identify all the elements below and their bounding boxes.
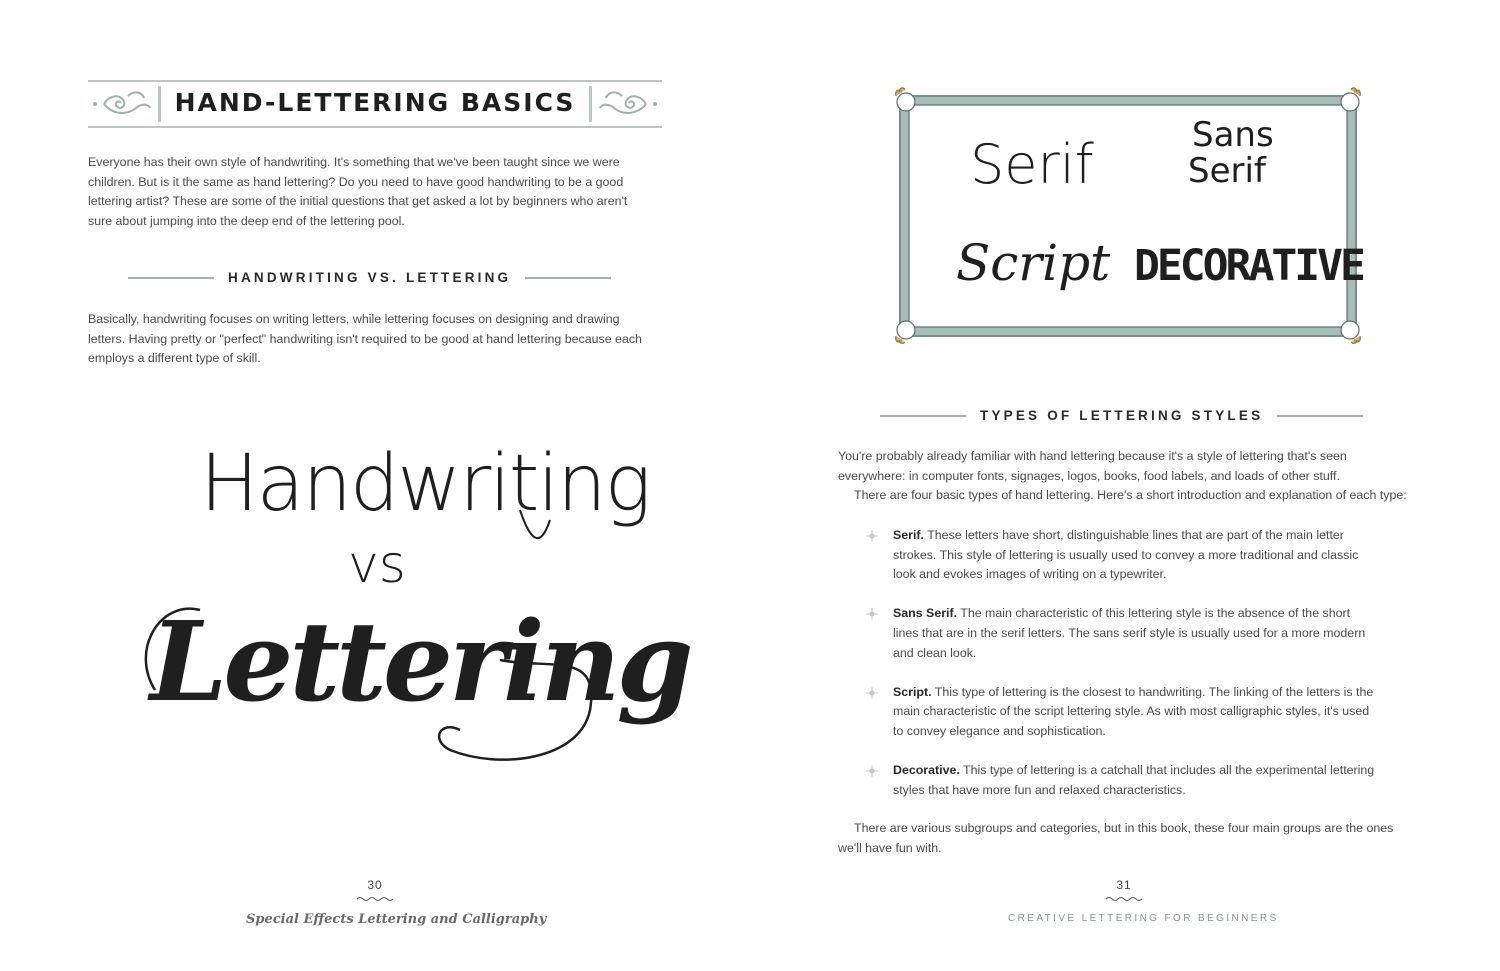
lettering-styles-list	[866, 526, 1386, 820]
types-intro-p1: You're probably already familiar with hand lettering because it's a style of lettering that's seen everywhere: in computer fonts, signages, logos, books, food labels, and loads of other stuff.	[838, 449, 1347, 483]
header-rule-top	[88, 80, 662, 82]
wave-ornament-icon	[1105, 896, 1143, 902]
flourish-ornament-icon	[596, 86, 660, 122]
corner-ornament-icon	[896, 321, 915, 343]
corner-ornament-icon	[1341, 321, 1360, 343]
style-description: This type of lettering is a catchall that includes all the experimental lettering styles that have more fun and relaxed characteristics.	[893, 763, 1375, 797]
list-item	[866, 604, 1378, 663]
sparkle-bullet-icon	[866, 530, 878, 542]
section-title-types: TYPES OF LETTERING STYLES	[980, 408, 1264, 423]
sparkle-bullet-icon	[866, 765, 878, 777]
page-number-left	[345, 878, 405, 902]
style-description: This type of lettering is the closest to handwriting. The linking of the letters is the main characteristic of the script lettering style. As with most calligraphic styles, it's used to convey elegance and sophistication.	[893, 684, 1374, 738]
header-bar-left	[158, 86, 161, 122]
intro-text: Everyone has their own style of handwriting. It's something that we've been taught since we were children. But is it the same as hand lettering? Do you need to have good handwriting to be a good lettering artist? These are some of the initial questions that get asked a lot by beginners who aren't sure about jumping into the deep end of the lettering pool.	[88, 155, 628, 228]
running-footer-left: Special Effects Lettering and Calligraphy	[246, 912, 547, 927]
header-bar-right	[589, 86, 592, 122]
frame-word-sans-serif: Serif	[1188, 151, 1266, 191]
section-text: Basically, handwriting focuses on writing letters, while lettering focuses on designing and drawing letters. Having pretty or "perfect" handwriting isn't required to be good at hand lettering because each employs a different type of skill.	[88, 312, 642, 366]
list-item	[866, 526, 1378, 585]
illustration-word-vs: vs	[348, 535, 406, 595]
running-footer-right: CREATIVE LETTERING FOR BEGINNERS	[1008, 913, 1279, 924]
list-item	[866, 683, 1378, 742]
style-name: Serif.	[893, 528, 924, 542]
frame-word-sans: Sans	[1192, 115, 1274, 155]
style-description: The main characteristic of this lettering style is the absence of the short lines that are in the serif letters. The sans serif style is usually used for a more modern and clean look.	[893, 606, 1366, 660]
intro-paragraph	[88, 153, 653, 231]
sparkle-bullet-icon	[866, 687, 878, 699]
list-item	[866, 761, 1378, 800]
frame-word-script: Script	[956, 234, 1111, 292]
handwriting-vs-lettering-illustration	[130, 410, 690, 780]
page-number: 31	[1116, 878, 1132, 892]
illustration-word-lettering: Lettering	[150, 597, 690, 726]
heading-rule	[525, 277, 611, 279]
illustration-word-handwriting: Handwriting	[200, 439, 650, 529]
closing-paragraph	[838, 819, 1410, 858]
wave-ornament-icon	[356, 896, 394, 902]
corner-ornament-icon	[1341, 88, 1360, 111]
frame-word-serif: Serif	[970, 133, 1094, 196]
style-name: Sans Serif.	[893, 606, 958, 621]
header-rule-bottom	[88, 126, 662, 128]
style-description: These letters have short, distinguishable lines that are part of the main letter strokes. This style of lettering is usually used to convey a more traditional and classic look and evokes images of writing on a typewriter.	[893, 528, 1359, 582]
section-paragraph	[88, 310, 660, 369]
corner-ornament-icon	[896, 88, 915, 111]
sparkle-bullet-icon	[866, 608, 878, 620]
section-heading-handwriting	[128, 270, 611, 285]
heading-rule	[880, 415, 966, 417]
closing-text: There are various subgroups and categories, but in this book, these four main groups are the ones we'll have fun with.	[838, 821, 1394, 855]
page-number-right	[1094, 878, 1154, 902]
flourish-ornament-icon	[90, 86, 154, 122]
page-number: 30	[367, 878, 383, 892]
section-title: HANDWRITING VS. LETTERING	[228, 270, 512, 285]
lettering-styles-frame	[892, 88, 1364, 344]
types-intro	[838, 447, 1410, 506]
section-heading-types	[880, 408, 1363, 423]
chapter-header	[88, 80, 662, 128]
types-intro-p2: There are four basic types of hand lettering. Here's a short introduction and explanation of each type:	[854, 488, 1407, 503]
style-name: Decorative.	[893, 763, 960, 778]
heading-rule	[128, 277, 214, 279]
frame-word-decorative: DECORATIVE	[1134, 241, 1363, 291]
heading-rule	[1277, 415, 1363, 417]
chapter-title: HAND-LETTERING BASICS	[174, 88, 576, 117]
style-name: Script.	[893, 684, 932, 699]
